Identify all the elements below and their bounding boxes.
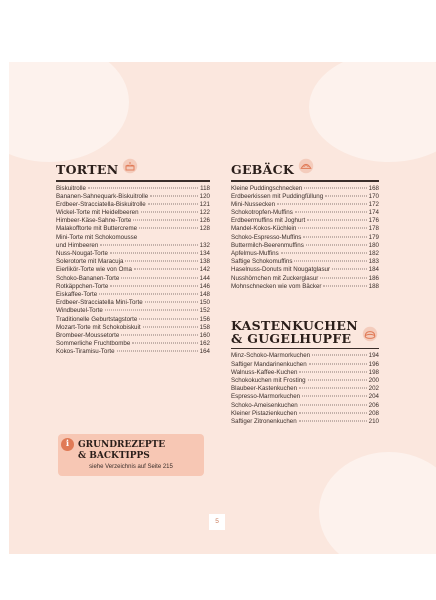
toc-entry-title: Nuss-Nougat-Torte [56,250,108,257]
toc-entry[interactable] [56,217,210,225]
toc-entry[interactable] [56,234,210,242]
toc-entry-title: Eiskaffee-Torte [56,290,98,298]
toc-entry[interactable] [231,185,379,193]
toc-entry[interactable] [56,348,210,356]
toc-entry-page: 204 [368,393,379,401]
dot-leader [110,253,198,254]
toc-entry-title: Brombeer-Moussetorte [56,331,120,339]
torten-rule [56,180,210,182]
decorative-blob [309,62,436,162]
toc-entry[interactable] [56,242,210,250]
toc-entry-page: 122 [199,209,210,217]
dot-leader [139,318,197,319]
toc-entry-title: Schoko-Bananen-Torte [56,274,120,282]
dot-leader [117,351,198,352]
toc-entry-page: 194 [368,352,379,360]
toc-entry-page: 198 [368,368,379,376]
toc-entry-page: 172 [368,200,379,208]
toc-entry-title: Schoko-Ameisenkuchen [231,401,298,409]
toc-entry-page: 128 [199,225,210,233]
toc-entry[interactable] [231,242,379,250]
kastenkuchen-heading [231,315,379,345]
toc-entry-title: Bananen-Sahnequark-Biskuitrolle [56,192,149,200]
torten-list [56,185,210,357]
dot-leader [141,212,198,213]
dot-leader [332,269,367,270]
toc-entry-page: 196 [368,360,379,368]
dot-leader [150,195,197,196]
gebaeck-rule [231,180,379,182]
dot-leader [323,285,366,286]
dot-leader [309,363,367,364]
toc-entry[interactable] [231,410,379,418]
toc-entry-title: Rotkäppchen-Torte [56,282,109,290]
toc-entry[interactable] [56,340,210,348]
toc-entry-page: 178 [368,225,379,233]
toc-entry-title: Himbeer-Käse-Sahne-Torte [56,217,132,225]
toc-entry[interactable] [231,275,379,283]
toc-entry-title: und Himbeeren [56,241,99,249]
toc-entry[interactable] [231,418,379,426]
toc-entry-title: Haselnuss-Donuts mit Nougatglasur [231,266,331,274]
right-column [231,157,379,426]
dot-leader [325,195,366,196]
toc-entry-title: Wickel-Torte mit Heidelbeeren [56,209,139,217]
toc-entry[interactable] [56,266,210,274]
toc-entry[interactable] [231,369,379,377]
toc-entry[interactable] [231,402,379,410]
dot-leader [145,302,198,303]
dot-leader [110,285,197,286]
toc-entry[interactable] [56,185,210,193]
toc-entry-page: 200 [368,377,379,384]
toc-entry[interactable] [56,299,210,307]
toc-entry-page: 182 [368,250,379,257]
dot-leader [302,396,367,397]
toc-entry[interactable] [231,377,379,385]
toc-entry[interactable] [56,225,210,233]
toc-entry-page: 126 [199,217,210,225]
dot-leader [132,343,197,344]
dot-leader [99,293,198,294]
toc-entry-title: Traditionelle Geburtstagstorte [56,315,138,323]
toc-entry[interactable] [231,209,379,217]
book-page [9,62,436,554]
info-icon: i [61,438,74,451]
gebaeck-heading [231,157,379,177]
dot-leader [300,404,367,405]
toc-entry-page: 188 [368,282,379,290]
torten-title: TORTEN [56,162,119,177]
callout-subtitle: siehe Verzeichnis auf Seite 215 [89,464,173,470]
dot-leader [308,380,367,381]
kastenkuchen-title-line1: KASTENKUCHEN [231,317,358,333]
callout-title-line1: GRUNDREZEPTE [78,440,166,450]
toc-entry[interactable] [56,291,210,299]
toc-entry-title: Malakofftorte mit Buttercreme [56,225,138,233]
toc-entry-page: 118 [200,184,210,192]
toc-entry-title: Mini-Torte mit Schokomousse [56,233,138,241]
dot-leader [133,220,197,221]
dot-leader [298,228,366,229]
toc-entry-page: 142 [199,266,210,274]
bundt-cake-icon [362,326,378,342]
toc-entry[interactable] [231,352,379,360]
dot-leader [143,326,198,327]
dot-leader [306,244,367,245]
toc-entry-page: 148 [199,290,210,298]
toc-entry-title: Solerotorte mit Maracuja [56,258,124,266]
toc-entry-title: Erdbeerkissen mit Puddingfüllung [231,192,324,200]
toc-entry-title: Saftiger Mandarinenkuchen [231,360,307,368]
toc-entry-page: 183 [368,258,379,266]
toc-entry[interactable] [231,361,379,369]
dot-leader [307,220,367,221]
toc-entry-title: Walnuss-Kaffee-Kuchen [231,368,298,376]
toc-entry-title: Schokokuchen mit Frosting [231,377,306,384]
toc-entry-page: 156 [199,315,210,323]
decorative-blob [9,62,129,162]
toc-entry-page: 164 [199,348,210,356]
toc-entry-title: Schokotropfen-Muffins [231,209,293,217]
torten-section [56,157,210,356]
toc-entry-title: Nusshörnchen mit Zuckerglasur [231,274,319,282]
toc-entry-title: Windbeutel-Torte [56,307,103,315]
toc-entry-title: Espresso-Marmorkuchen [231,393,301,401]
toc-entry-title: Erdbeermuffins mit Joghurt [231,217,306,225]
toc-entry[interactable] [56,209,210,217]
toc-entry-page: 186 [368,274,379,282]
dot-leader [304,187,366,188]
kastenkuchen-rule [231,348,379,350]
toc-entry[interactable] [56,250,210,258]
dot-leader [125,261,197,262]
toc-entry-page: 158 [199,323,210,331]
grundrezepte-callout[interactable] [58,434,204,476]
toc-entry-title: Kleiner Pistazienkuchen [231,409,298,417]
toc-entry-page: 202 [368,385,379,393]
dot-leader [100,244,197,245]
toc-entry-page: 120 [199,192,210,200]
toc-entry-title: Erdbeer-Stracciatella Mini-Torte [56,299,143,307]
kastenkuchen-title [231,319,358,345]
toc-entry-page: 132 [199,241,210,249]
toc-entry[interactable] [56,332,210,340]
dot-leader [320,277,366,278]
toc-entry-page: 168 [368,184,379,192]
toc-entry-page: 162 [199,340,210,348]
gebaeck-title: GEBÄCK [231,162,295,177]
toc-entry-title: Mohnschnecken wie vom Bäcker [231,282,322,290]
toc-entry-title: Buttermilch-Beerenmuffins [231,241,304,249]
toc-entry-page: 144 [199,274,210,282]
toc-entry-page: 121 [199,200,210,208]
dot-leader [105,310,198,311]
toc-entry-title: Minz-Schoko-Marmorkuchen [231,352,311,360]
toc-entry-page: 152 [199,307,210,315]
toc-entry-title: Mini-Nussecken [231,200,276,208]
toc-entry[interactable] [231,193,379,201]
toc-entry-title: Mozart-Torte mit Schokobiskuit [56,323,141,331]
dot-leader [299,420,367,421]
toc-entry-page: 138 [199,258,210,266]
dot-leader [88,187,198,188]
toc-entry[interactable] [56,316,210,324]
dot-leader [312,355,367,356]
toc-entry-title: Kokos-Tiramisu-Torte [56,348,115,356]
toc-entry-page: 176 [368,217,379,225]
toc-entry[interactable] [56,275,210,283]
dot-leader [121,277,197,278]
toc-entry[interactable] [231,217,379,225]
dot-leader [299,412,367,413]
toc-entry-page: 180 [368,241,379,249]
toc-entry[interactable] [56,201,210,209]
toc-entry-page: 208 [368,409,379,417]
toc-entry[interactable] [231,385,379,393]
toc-entry[interactable] [56,193,210,201]
toc-entry-page: 150 [199,299,210,307]
toc-entry-title: Apfelmus-Muffins [231,250,279,257]
decorative-blob [319,452,436,554]
toc-entry[interactable] [231,234,379,242]
toc-entry-title: Blaubeer-Kastenkuchen [231,385,298,393]
toc-entry[interactable] [231,266,379,274]
cake-icon [122,158,138,174]
toc-entry-page: 206 [368,401,379,409]
toc-entry[interactable] [56,307,210,315]
toc-entry[interactable] [56,258,210,266]
toc-entry-page: 184 [368,266,379,274]
dot-leader [134,269,198,270]
toc-entry-title: Schoko-Espresso-Muffins [231,233,302,241]
gebaeck-list [231,185,379,291]
toc-entry-page: 174 [368,209,379,217]
toc-entry[interactable] [231,258,379,266]
dot-leader [299,388,367,389]
dot-leader [295,212,367,213]
page-number: 5 [209,514,225,530]
dot-leader [299,371,366,372]
dot-leader [139,228,198,229]
toc-entry-title: Mandel-Kokos-Küchlein [231,225,297,233]
toc-entry-page: 134 [199,250,210,257]
toc-entry-title: Saftige Schokomuffins [231,258,293,266]
callout-title-line2: & BACKTIPPS [78,451,150,461]
dot-leader [294,261,366,262]
toc-entry-page: 210 [368,417,379,425]
toc-entry-title: Biskuitrolle [56,184,86,192]
toc-entry-page: 160 [199,331,210,339]
callout-title [78,440,165,462]
toc-entry-page: 170 [368,192,379,200]
toc-entry-page: 146 [199,282,210,290]
toc-entry-page: 179 [368,233,379,241]
dot-leader [148,203,198,204]
toc-entry-title: Eierlikör-Torte wie von Oma [56,266,132,274]
dot-leader [303,236,366,237]
toc-entry[interactable] [231,201,379,209]
toc-entry[interactable] [231,393,379,401]
toc-entry-title: Erdbeer-Stracciatella-Biskuitrolle [56,200,146,208]
toc-entry[interactable] [231,225,379,233]
toc-entry[interactable] [56,283,210,291]
toc-entry[interactable] [56,324,210,332]
toc-entry[interactable] [231,250,379,258]
dot-leader [277,203,367,204]
dot-leader [281,253,367,254]
torten-heading [56,157,210,177]
dot-leader [121,334,197,335]
bun-icon [298,158,314,174]
toc-entry-title: Saftiger Zitronenkuchen [231,417,297,425]
toc-entry-title: Sommerliche Fruchtbombe [56,340,131,348]
kastenkuchen-list [231,352,379,426]
toc-entry[interactable] [231,283,379,291]
toc-entry-title: Kleine Puddingschnecken [231,184,303,192]
kastenkuchen-title-line2: & GUGELHUPFE [231,330,352,346]
